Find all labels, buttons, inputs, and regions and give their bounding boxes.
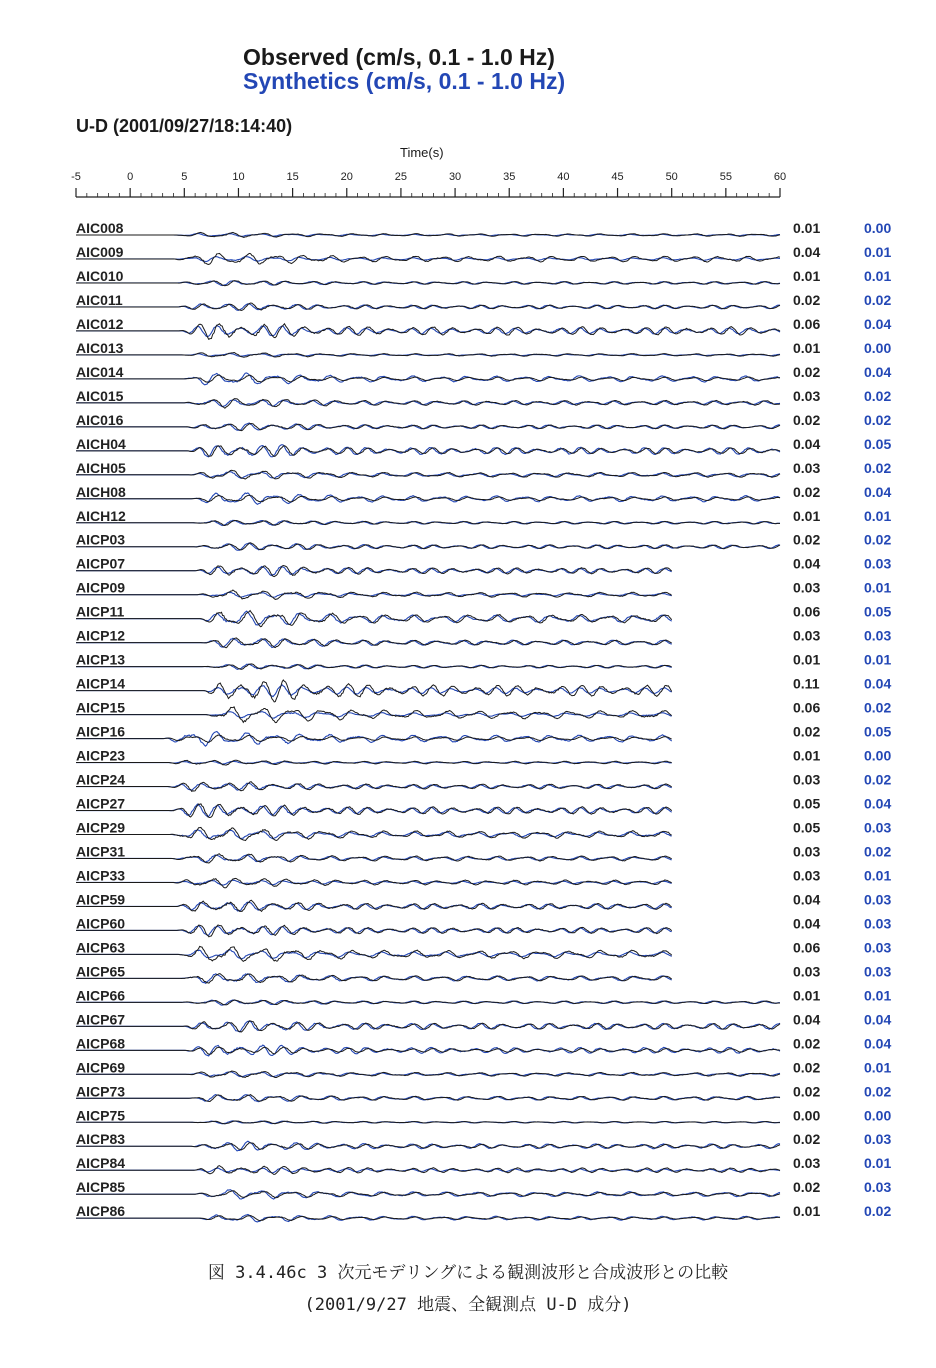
synthetic-max-value: 0.00 xyxy=(864,220,892,236)
synthetic-max-value: 0.03 xyxy=(864,939,892,956)
station-label: AICP31 xyxy=(76,843,126,860)
station-label: AICP84 xyxy=(76,1155,126,1172)
station-label: AICH04 xyxy=(76,435,126,452)
observed-max-value: 0.04 xyxy=(793,915,821,932)
station-row xyxy=(76,1179,891,1199)
x-tick-label: -5 xyxy=(71,171,81,183)
observed-trace xyxy=(76,680,672,702)
observed-max-value: 0.03 xyxy=(793,387,821,404)
waveform-traces xyxy=(76,220,891,1222)
station-row xyxy=(76,748,891,766)
synthetic-max-value: 0.03 xyxy=(864,915,892,932)
synthetic-max-value: 0.02 xyxy=(864,843,892,860)
observed-max-value: 0.06 xyxy=(793,699,821,716)
station-row xyxy=(76,724,891,747)
x-tick-label: 35 xyxy=(503,171,516,183)
synthetic-max-value: 0.01 xyxy=(864,651,892,668)
station-row xyxy=(76,388,891,408)
observed-max-value: 0.03 xyxy=(793,579,821,596)
observed-max-value: 0.06 xyxy=(793,939,821,956)
station-label: AICP07 xyxy=(76,555,126,572)
synthetic-max-value: 0.02 xyxy=(864,387,892,404)
observed-trace xyxy=(76,611,672,627)
station-label: AICP27 xyxy=(76,795,126,812)
synthetic-max-value: 0.02 xyxy=(864,411,892,428)
station-row xyxy=(76,628,891,648)
observed-max-value: 0.02 xyxy=(793,411,821,428)
observed-max-value: 0.01 xyxy=(793,651,821,668)
synthetics-title: Synthetics (cm/s, 0.1 - 1.0 Hz) xyxy=(243,68,566,94)
station-row xyxy=(76,772,891,792)
station-row xyxy=(76,460,891,479)
synthetic-max-value: 0.05 xyxy=(864,435,892,452)
x-tick-label: 0 xyxy=(127,171,134,183)
observed-max-value: 0.01 xyxy=(793,339,821,356)
observed-title: Observed (cm/s, 0.1 - 1.0 Hz) xyxy=(243,44,555,70)
x-tick-label: 55 xyxy=(719,171,732,183)
observed-max-value: 0.04 xyxy=(793,555,821,572)
observed-trace xyxy=(76,804,672,818)
station-row xyxy=(76,412,891,431)
station-label: AICP75 xyxy=(76,1107,126,1124)
synthetic-max-value: 0.03 xyxy=(864,627,892,644)
synthetic-max-value: 0.04 xyxy=(864,795,892,812)
synthetic-max-value: 0.02 xyxy=(864,1083,892,1100)
station-row xyxy=(76,484,891,505)
station-label: AICP65 xyxy=(76,963,126,980)
station-label: AICP16 xyxy=(76,723,126,740)
synthetic-max-value: 0.02 xyxy=(864,699,892,716)
observed-max-value: 0.01 xyxy=(793,1203,821,1220)
observed-max-value: 0.02 xyxy=(793,531,821,548)
synthetic-max-value: 0.01 xyxy=(864,1059,892,1076)
observed-trace xyxy=(76,446,780,457)
station-label: AICP13 xyxy=(76,651,126,668)
observed-max-value: 0.04 xyxy=(793,435,821,452)
station-label: AIC011 xyxy=(76,291,123,308)
synthetic-max-value: 0.04 xyxy=(864,675,892,692)
station-row xyxy=(76,676,891,702)
station-label: AICP67 xyxy=(76,1011,126,1028)
station-label: AICP83 xyxy=(76,1131,126,1148)
station-row xyxy=(76,867,891,887)
station-row xyxy=(76,316,891,339)
station-row xyxy=(76,700,891,723)
station-label: AICP24 xyxy=(76,771,126,788)
observed-max-value: 0.03 xyxy=(793,627,821,644)
synthetic-max-value: 0.01 xyxy=(864,867,892,884)
station-row xyxy=(76,1203,891,1222)
station-label: AICH08 xyxy=(76,483,126,500)
observed-max-value: 0.04 xyxy=(793,243,821,260)
station-row xyxy=(76,987,891,1005)
observed-max-value: 0.03 xyxy=(793,867,821,884)
synthetic-max-value: 0.03 xyxy=(864,819,892,836)
observed-max-value: 0.01 xyxy=(793,267,821,284)
observed-trace xyxy=(76,1071,780,1078)
station-label: AIC013 xyxy=(76,339,124,356)
station-row xyxy=(76,1011,891,1032)
observed-trace xyxy=(76,900,672,911)
station-row xyxy=(76,1083,891,1101)
station-row xyxy=(76,556,891,577)
observed-max-value: 0.03 xyxy=(793,963,821,980)
synthetic-max-value: 0.03 xyxy=(864,1131,892,1148)
station-row xyxy=(76,508,891,526)
station-row xyxy=(76,1107,891,1124)
observed-trace xyxy=(76,664,672,669)
station-label: AIC009 xyxy=(76,243,124,260)
station-row xyxy=(76,796,891,818)
station-label: AIC010 xyxy=(76,267,124,284)
observed-max-value: 0.02 xyxy=(793,1179,821,1196)
observed-trace xyxy=(76,1095,780,1102)
station-row xyxy=(76,532,891,551)
station-label: AICP15 xyxy=(76,699,126,716)
observed-max-value: 0.02 xyxy=(793,1035,821,1052)
station-label: AICP23 xyxy=(76,747,126,764)
station-label: AICP33 xyxy=(76,867,126,884)
figure-caption: 図 3.4.46c 3 次元モデリングによる観測波形と合成波形との比較 xyxy=(207,1263,729,1283)
station-label: AIC008 xyxy=(76,220,124,236)
observed-trace xyxy=(76,638,672,648)
x-tick-label: 10 xyxy=(232,171,245,183)
station-row xyxy=(76,292,891,311)
station-label: AICP66 xyxy=(76,987,126,1004)
observed-max-value: 0.04 xyxy=(793,891,821,908)
station-label: AICP11 xyxy=(76,603,125,620)
synthetic-max-value: 0.00 xyxy=(864,747,892,764)
station-row xyxy=(76,580,891,600)
station-row xyxy=(76,1059,891,1077)
observed-trace xyxy=(76,1166,780,1175)
station-label: AIC012 xyxy=(76,315,124,332)
station-label: AICH12 xyxy=(76,507,126,524)
x-tick-label: 15 xyxy=(286,171,299,183)
station-label: AICP09 xyxy=(76,579,126,596)
station-label: AIC016 xyxy=(76,411,124,428)
observed-trace xyxy=(76,707,672,723)
station-row xyxy=(76,939,891,961)
observed-trace xyxy=(76,324,780,340)
observed-max-value: 0.03 xyxy=(793,1155,821,1172)
synthetic-max-value: 0.02 xyxy=(864,291,892,308)
x-tick-label: 60 xyxy=(773,171,787,183)
station-row xyxy=(76,436,891,457)
station-row xyxy=(76,268,891,286)
synthetic-max-value: 0.02 xyxy=(864,459,892,476)
observed-max-value: 0.11 xyxy=(793,675,820,692)
synthetic-max-value: 0.03 xyxy=(864,1179,892,1196)
observed-trace xyxy=(76,1191,780,1198)
figure-caption-sub: (2001/9/27 地震、全観測点 U-D 成分) xyxy=(304,1295,632,1315)
observed-max-value: 0.02 xyxy=(793,1083,821,1100)
synthetic-max-value: 0.02 xyxy=(864,1203,892,1220)
station-label: AIC014 xyxy=(76,363,124,380)
station-label: AICP60 xyxy=(76,915,126,932)
synthetic-max-value: 0.04 xyxy=(864,1035,892,1052)
observed-trace xyxy=(76,566,672,577)
synthetic-trace xyxy=(76,304,780,310)
synthetic-max-value: 0.05 xyxy=(864,603,892,620)
synthetic-max-value: 0.05 xyxy=(864,723,892,740)
observed-trace xyxy=(76,1121,780,1124)
synthetic-max-value: 0.03 xyxy=(864,555,892,572)
observed-max-value: 0.02 xyxy=(793,291,821,308)
observed-trace xyxy=(76,974,672,983)
station-row xyxy=(76,1131,891,1151)
station-row xyxy=(76,340,891,357)
observed-max-value: 0.01 xyxy=(793,220,821,236)
observed-max-value: 0.02 xyxy=(793,1131,821,1148)
station-row xyxy=(76,652,891,670)
synthetic-max-value: 0.03 xyxy=(864,891,892,908)
station-label: AICP29 xyxy=(76,819,126,836)
station-label: AICP85 xyxy=(76,1179,126,1196)
synthetic-max-value: 0.02 xyxy=(864,531,892,548)
station-label: AICP86 xyxy=(76,1203,126,1220)
observed-trace xyxy=(76,925,672,937)
observed-max-value: 0.02 xyxy=(793,1059,821,1076)
synthetic-max-value: 0.04 xyxy=(864,363,892,380)
component-label: U-D (2001/09/27/18:14:40) xyxy=(76,116,293,136)
station-row xyxy=(76,915,891,936)
synthetic-max-value: 0.01 xyxy=(864,507,892,524)
station-row xyxy=(76,220,891,237)
x-axis-label: Time(s) xyxy=(400,145,444,160)
station-label: AICP69 xyxy=(76,1059,126,1076)
synthetic-max-value: 0.02 xyxy=(864,771,892,788)
synthetic-max-value: 0.04 xyxy=(864,1011,892,1028)
synthetic-max-value: 0.01 xyxy=(864,987,892,1004)
observed-max-value: 0.02 xyxy=(793,723,821,740)
synthetic-max-value: 0.00 xyxy=(864,1107,892,1124)
synthetic-max-value: 0.03 xyxy=(864,963,892,980)
observed-max-value: 0.00 xyxy=(793,1107,821,1124)
x-tick-label: 25 xyxy=(394,171,408,183)
observed-max-value: 0.05 xyxy=(793,819,821,836)
x-tick-label: 40 xyxy=(557,171,570,183)
observed-max-value: 0.01 xyxy=(793,747,821,764)
station-row xyxy=(76,604,891,627)
station-label: AICP12 xyxy=(76,627,126,644)
station-label: AICP63 xyxy=(76,939,126,956)
synthetic-max-value: 0.00 xyxy=(864,339,892,356)
station-label: AIC015 xyxy=(76,387,124,404)
station-label: AICH05 xyxy=(76,459,126,476)
observed-max-value: 0.03 xyxy=(793,459,821,476)
x-tick-label: 50 xyxy=(665,171,678,183)
observed-trace xyxy=(76,1021,780,1032)
observed-trace xyxy=(76,878,672,887)
time-axis xyxy=(71,171,786,197)
observed-trace xyxy=(76,782,672,792)
station-row xyxy=(76,364,891,385)
x-tick-label: 45 xyxy=(611,171,624,183)
station-row xyxy=(76,891,891,911)
x-tick-label: 30 xyxy=(448,171,462,183)
observed-max-value: 0.02 xyxy=(793,483,821,500)
synthetic-max-value: 0.01 xyxy=(864,579,892,596)
observed-max-value: 0.05 xyxy=(793,795,821,812)
station-row xyxy=(76,244,891,265)
station-label: AICP59 xyxy=(76,891,126,908)
station-label: AICP14 xyxy=(76,675,126,692)
observed-max-value: 0.06 xyxy=(793,315,821,332)
synthetic-max-value: 0.04 xyxy=(864,483,892,500)
station-row xyxy=(76,963,891,983)
station-row xyxy=(76,820,891,841)
observed-max-value: 0.03 xyxy=(793,771,821,788)
station-label: AICP68 xyxy=(76,1035,126,1052)
observed-max-value: 0.01 xyxy=(793,507,821,524)
synthetic-max-value: 0.04 xyxy=(864,315,892,332)
observed-max-value: 0.02 xyxy=(793,363,821,380)
x-tick-label: 20 xyxy=(340,171,353,183)
station-label: AICP73 xyxy=(76,1083,126,1100)
x-tick-label: 5 xyxy=(181,171,188,183)
observed-trace xyxy=(76,470,780,479)
station-row xyxy=(76,1155,891,1174)
observed-trace xyxy=(76,760,672,765)
observed-max-value: 0.06 xyxy=(793,603,821,620)
station-row xyxy=(76,1035,891,1056)
observed-max-value: 0.03 xyxy=(793,843,821,860)
synthetic-max-value: 0.01 xyxy=(864,1155,892,1172)
synthetic-max-value: 0.01 xyxy=(864,243,892,260)
observed-trace xyxy=(76,854,672,863)
observed-max-value: 0.04 xyxy=(793,1011,821,1028)
observed-max-value: 0.01 xyxy=(793,987,821,1004)
station-label: AICP03 xyxy=(76,531,126,548)
station-row xyxy=(76,843,891,863)
synthetic-max-value: 0.01 xyxy=(864,267,892,284)
